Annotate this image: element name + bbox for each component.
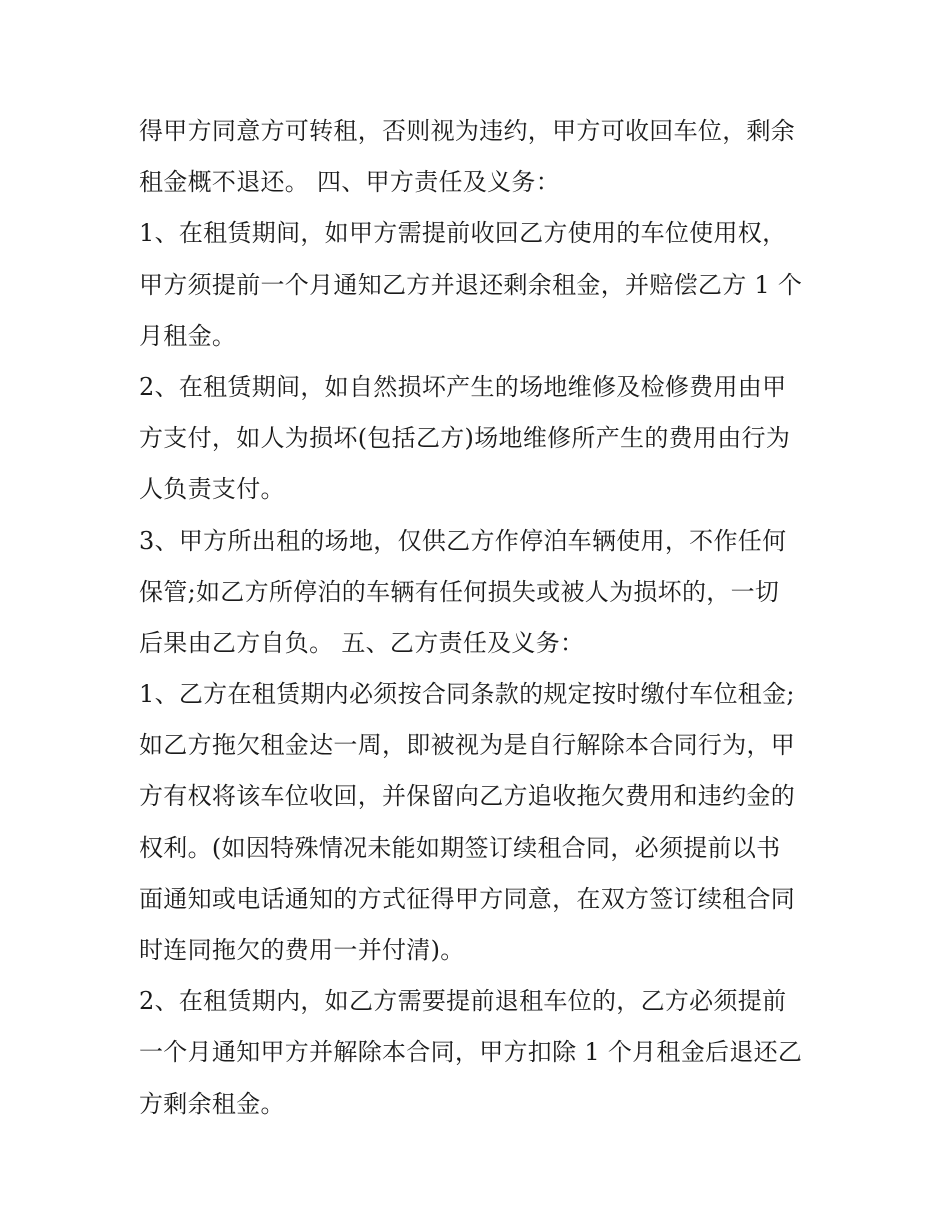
document-body	[139, 106, 819, 1130]
text-line: 方支付，如人为损坏(包括乙方)场地维修所产生的费用由行为	[139, 424, 791, 453]
text-line: 甲方须提前一个月通知乙方并退还剩余租金，并赔偿乙方 1 个	[139, 270, 803, 299]
text-line: 面通知或电话通知的方式征得甲方同意，在双方签订续租合同	[139, 884, 796, 913]
text-line: 3、甲方所出租的场地，仅供乙方作停泊车辆使用，不作任何	[139, 526, 787, 555]
text-line: 方有权将该车位收回，并保留向乙方追收拖欠费用和违约金的	[139, 782, 796, 811]
text-line: 人负责支付。	[139, 475, 285, 504]
text-line: 保管;如乙方所停泊的车辆有任何损失或被人为损坏的，一切	[139, 577, 780, 606]
text-line: 2、在租赁期内，如乙方需要提前退租车位的，乙方必须提前	[139, 987, 787, 1016]
text-line: 后果由乙方自负。 五、乙方责任及义务：	[139, 628, 585, 657]
text-line: 时连同拖欠的费用一并付清)。	[139, 936, 465, 964]
text-line: 2、在租赁期间，如自然损坏产生的场地维修及检修费用由甲	[139, 372, 787, 401]
text-line: 得甲方同意方可转租，否则视为违约，甲方可收回车位，剩余	[139, 117, 796, 145]
text-line: 方剩余租金。	[139, 1089, 285, 1118]
text-line: 1、在租赁期间，如甲方需提前收回乙方使用的车位使用权，	[139, 219, 787, 248]
text-line: 月租金。	[139, 321, 237, 350]
text-line: 如乙方拖欠租金达一周，即被视为是自行解除本合同行为，甲	[139, 731, 796, 760]
text-line: 1、乙方在租赁期内必须按合同条款的规定按时缴付车位租金;	[139, 680, 795, 709]
text-line: 权利。(如因特殊情况未能如期签订续租合同，必须提前以书	[139, 833, 781, 862]
text-line: 租金概不退还。 四、甲方责任及义务：	[139, 168, 561, 197]
text-line: 一个月通知甲方并解除本合同，甲方扣除 1 个月租金后退还乙	[139, 1038, 803, 1067]
